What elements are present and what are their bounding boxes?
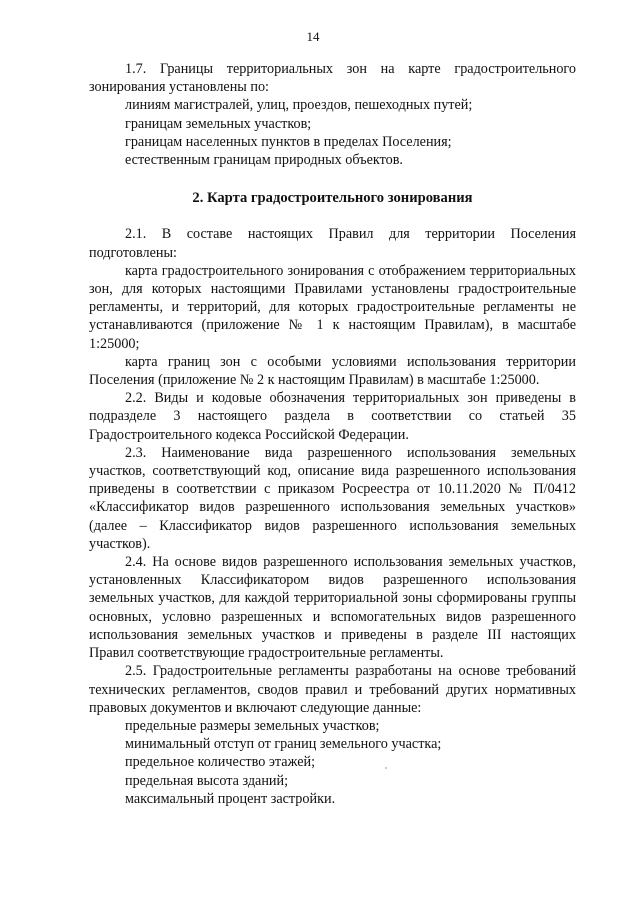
list-item: линиям магистралей, улиц, проездов, пешеходных путей;: [125, 97, 473, 114]
list-item: предельное количество этажей;: [125, 754, 316, 771]
list-item: границам населенных пунктов в пределах Поселения;: [125, 133, 452, 150]
scan-speck: [385, 767, 387, 769]
paragraph-2-4: 2.4. На основе видов разрешенного использования земельных участков, установленных Классификатором видов разрешенного использования земельных участков, для каждой территориальной зоны сформированы группы основных, условно разрешенных и вспомогательных видов разрешенного использования земельных участков и приведены в разделе III настоящих Правил соответствующие градостроительные регламенты.: [89, 554, 576, 662]
list-item: естественным границам природных объектов.: [125, 152, 403, 169]
section-1-7-intro: 1.7. Границы территориальных зон на карте градостроительного зонирования установлены по:: [89, 61, 576, 96]
document-body: [89, 60, 576, 808]
list-item: предельная высота зданий;: [125, 772, 289, 789]
paragraph-2-5: 2.5. Градостроительные регламенты разработаны на основе требований технических регламентов, сводов правил и требований других нормативных правовых документов и включают следующие данные:: [89, 663, 576, 716]
list-item: предельные размеры земельных участков;: [125, 717, 380, 734]
page-number: 14: [306, 29, 320, 44]
paragraph-2-2: 2.2. Виды и кодовые обозначения территориальных зон приведены в подразделе 3 настоящего раздела в соответствии со статьей 35 Градостроительного кодекса Российской Федерации.: [89, 390, 576, 443]
list-item: границам земельных участков;: [125, 115, 312, 132]
list-item: минимальный отступ от границ земельного участка;: [125, 736, 442, 753]
paragraph-2-1-intro: 2.1. В составе настоящих Правил для территории Поселения подготовлены:: [89, 226, 576, 261]
paragraph-2-1-map-zoning: карта градостроительного зонирования с отображением территориальных зон, для которых настоящими Правилами установлены градостроительные регламенты, и территорий, для которых градостроительные регламенты не устанавливаются (приложение № 1 к настоящим Правилам), в масштабе 1:25000;: [89, 262, 576, 352]
paragraph-2-1-map-special-zones: карта границ зон с особыми условиями использования территории Поселения (приложение № 2 к настоящим Правилам) в масштабе 1:25000.: [89, 353, 576, 389]
list-item: максимальный процент застройки.: [125, 790, 336, 807]
paragraph-2-3: 2.3. Наименование вида разрешенного использования земельных участков, соответствующий код, описание вида разрешенного использования приведены в соответствии с приказом Росреестра от 10.11.2020 № П/0412 «Классификатор видов разрешенного использования земельных участков» (далее – Классификатор видов разрешенного использования земельных участков).: [89, 444, 576, 552]
section-heading: 2. Карта градостроительного зонирования: [192, 190, 473, 207]
